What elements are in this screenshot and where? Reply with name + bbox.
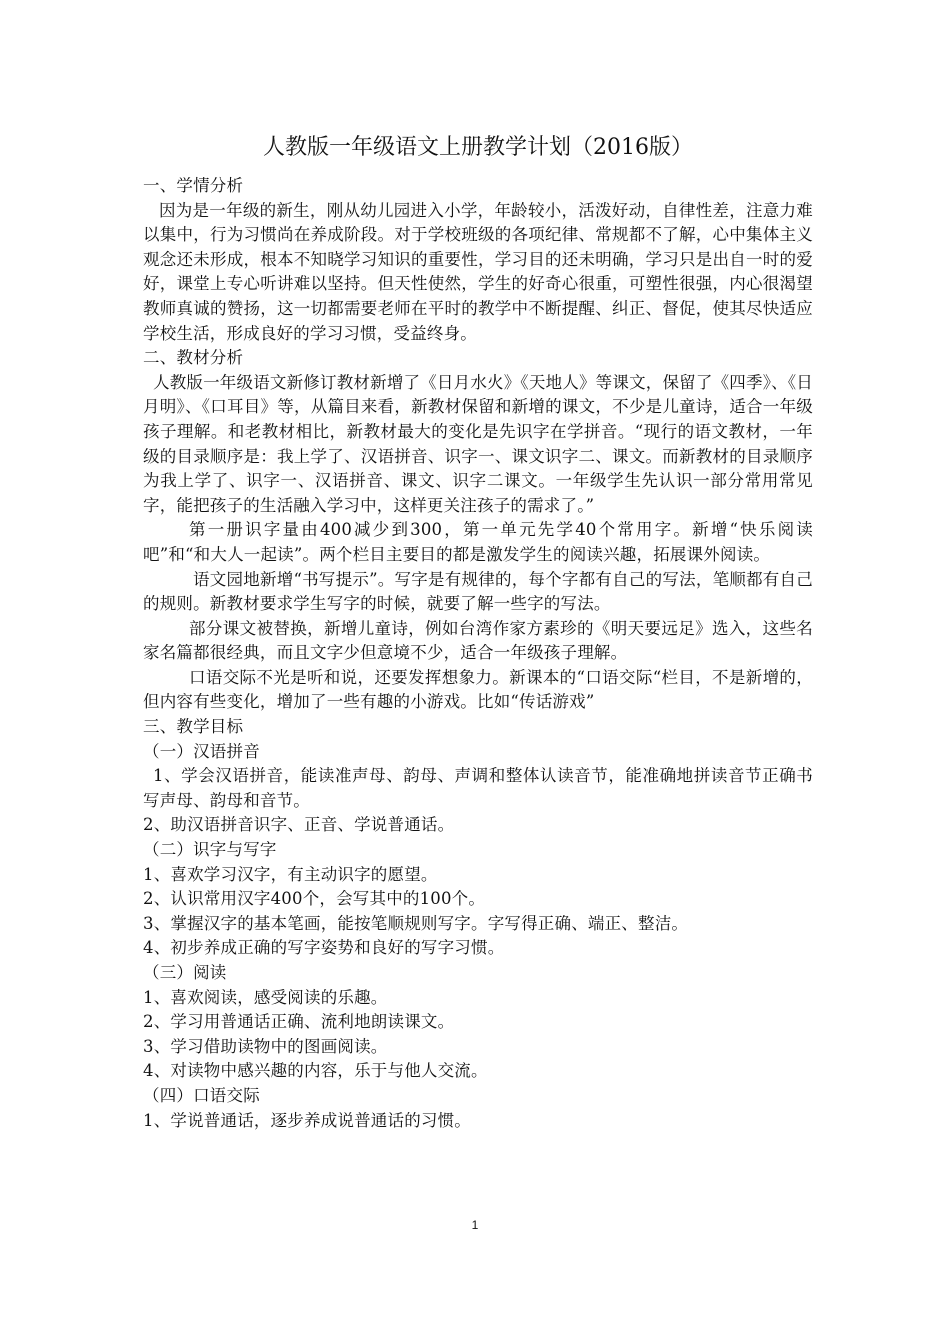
list-item: 2、助汉语拼音识字、正音、学说普通话。 <box>143 815 455 835</box>
document-body <box>143 174 813 1133</box>
list-item: 1、学会汉语拼音，能读准声母、韵母、声调和整体认读音节，能准确地拼读音节正确书写声母、韵母和音节。 <box>143 766 813 810</box>
list-item: 3、学习借助读物中的图画阅读。 <box>143 1036 388 1056</box>
paragraph-textbook-5: 口语交际不光是听和说，还要发挥想象力。新课本的“口语交际“栏目，不是新增的，但内容有些变化，增加了一些有趣的小游戏。比如“传话游戏” <box>143 667 813 712</box>
list-item: 1、喜欢学习汉字，有主动识字的愿望。 <box>143 864 438 884</box>
list-item: 4、对读物中感兴趣的内容，乐于与他人交流。 <box>143 1061 488 1081</box>
list-item: 4、初步养成正确的写字姿势和良好的写字习惯。 <box>143 938 505 958</box>
list-item: 2、学习用普通话正确、流利地朗读课文。 <box>143 1012 455 1032</box>
page-number: 1 <box>471 1218 479 1232</box>
paragraph-situation: 因为是一年级的新生，刚从幼儿园进入小学，年龄较小，活泼好动，自律性差，注意力难以集中，行为习惯尚在养成阶段。对于学校班级的各项纪律、常规都不了解，心中集体主义观念还未形成，根本不知晓学习知识的重要性，学习目的还未明确，学习只是出自一时的爱好，课堂上专心听讲难以坚持。但天性使然，学生的好奇心很重，可塑性很强，内心很渴望教师真诚的赞扬，这一切都需要老师在平时的教学中不断提醒、纠正、督促，使其尽快适应学校生活，形成良好的学习习惯，受益终身。 <box>143 200 813 343</box>
list-item: 1、喜欢阅读，感受阅读的乐趣。 <box>143 987 388 1007</box>
list-item: 3、掌握汉字的基本笔画，能按笔顺规则写字。字写得正确、端正、整洁。 <box>143 913 689 933</box>
subheading-pinyin: （一）汉语拼音 <box>143 741 260 761</box>
section-heading-situation: 一、学情分析 <box>143 176 244 195</box>
section-heading-textbook: 二、教材分析 <box>143 348 244 368</box>
paragraph-textbook-4: 部分课文被替换，新增儿童诗，例如台湾作家方素珍的《明天要远足》选入，这些名家名篇都很经典，而且文字少但意境不少，适合一年级孩子理解。 <box>143 618 813 663</box>
list-item: 2、认识常用汉字400个，会写其中的100个。 <box>143 889 486 909</box>
subheading-speaking: （四）口语交际 <box>143 1085 260 1105</box>
document-title: 人教版一年级语文上册教学计划（2016版） <box>263 135 693 160</box>
section-heading-goals: 三、教学目标 <box>143 717 244 737</box>
list-item: 1、学说普通话，逐步养成说普通话的习惯。 <box>143 1110 471 1130</box>
subheading-literacy: （二）识字与写字 <box>143 840 277 860</box>
paragraph-textbook-1: 人教版一年级语文新修订教材新增了《日月水火》《天地人》等课文，保留了《四季》、《日月明》、《口耳目》等，从篇目来看，新教材保留和新增的课文，不少是儿童诗，适合一年级孩子理解。和老教材相比，新教材最大的变化是先识字在学拼音。“现行的语文教材，一年级的目录顺序是：我上学了、汉语拼音、识字一、课文识字二、课文。而新教材的目录顺序为我上学了、识字一、汉语拼音、课文、识字二课文。一年级学生先认识一部分常用常见字，能把孩子的生活融入学习中，这样更关注孩子的需求了。” <box>143 372 813 515</box>
subheading-reading: （三）阅读 <box>143 963 227 982</box>
paragraph-textbook-3: 语文园地新增“书写提示”。写字是有规律的，每个字都有自己的写法，笔顺都有自己的规则。新教材要求学生写字的时候，就要了解一些字的写法。 <box>143 569 813 614</box>
paragraph-textbook-2: 第一册识字量由400减少到300，第一单元先学40个常用字。新增“快乐阅读吧”和“和大人一起读”。两个栏目主要目的都是激发学生的阅读兴趣，拓展课外阅读。 <box>143 520 813 564</box>
